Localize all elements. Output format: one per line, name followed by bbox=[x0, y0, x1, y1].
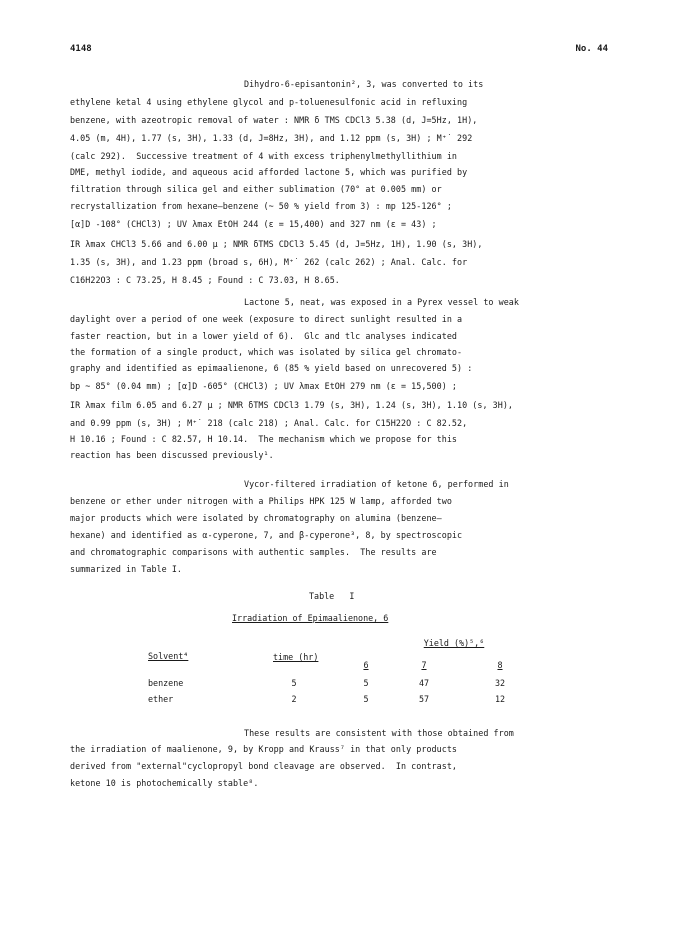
table-cell-yield-8: 12 bbox=[494, 694, 506, 704]
text-line: DME, methyl iodide, and aqueous acid afforded lactone 5, which was purified by bbox=[70, 167, 468, 177]
page-number: 4148 bbox=[70, 44, 92, 54]
text-line: daylight over a period of one week (exposure to direct sunlight resulted in a bbox=[70, 314, 463, 324]
text-line: and chromatographic comparisons with authentic samples. The results are bbox=[70, 547, 437, 557]
text-line: ketone 10 is photochemically stable⁸. bbox=[70, 778, 259, 788]
table-cell-yield-8: 32 bbox=[494, 678, 506, 688]
text-line: C16H22O3 : C 73.25, H 8.45 ; Found : C 73.03, H 8.65. bbox=[70, 275, 340, 285]
text-line: Dihydro-6-episantonin², 3, was converted to its bbox=[244, 79, 484, 89]
text-line: benzene or ether under nitrogen with a Philips HPK 125 W lamp, afforded two bbox=[70, 496, 452, 506]
text-line: 1.35 (s, 3H), and 1.23 ppm (broad s, 6H), M⁺˙ 262 (calc 262) ; Anal. Calc. for bbox=[70, 257, 468, 267]
text-line: the formation of a single product, which was isolated by silica gel chromato- bbox=[70, 347, 463, 357]
text-line: faster reaction, but in a lower yield of 6). Glc and tlc analyses indicated bbox=[70, 331, 458, 341]
text-line: benzene, with azeotropic removal of water : NMR δ TMS CDCl3 5.38 (d, J=5Hz, 1H), bbox=[70, 115, 478, 125]
text-line: major products which were isolated by chromatography on alumina (benzene— bbox=[70, 513, 442, 523]
table-cell-time: 5 bbox=[291, 678, 297, 688]
table-header-solvent: Solvent⁴ bbox=[148, 651, 189, 661]
text-line: and 0.99 ppm (s, 3H) ; M⁺˙ 218 (calc 218) ; Anal. Calc. for C15H22O : C 82.52, bbox=[70, 418, 468, 428]
text-line: derived from "external"cyclopropyl bond cleavage are observed. In contrast, bbox=[70, 761, 458, 771]
table-label: Table I bbox=[309, 591, 355, 601]
text-line: 4.05 (m, 4H), 1.77 (s, 3H), 1.33 (d, J=8Hz, 3H), and 1.12 ppm (s, 3H) ; M⁺˙ 292 bbox=[70, 133, 473, 143]
table-cell-yield-7: 57 bbox=[418, 694, 430, 704]
table-header-7: 7 bbox=[421, 660, 427, 670]
table-cell-time: 2 bbox=[291, 694, 297, 704]
table-yield-header: Yield (%)⁵,⁶ bbox=[423, 638, 485, 648]
text-line: IR λmax CHCl3 5.66 and 6.00 μ ; NMR δTMS CDCl3 5.45 (d, J=5Hz, 1H), 1.90 (s, 3H), bbox=[70, 239, 483, 249]
text-line: graphy and identified as epimaalienone, 6 (85 % yield based on unrecovered 5) : bbox=[70, 363, 473, 373]
text-line: bp ~ 85° (0.04 mm) ; [α]D -605° (CHCl3) ; UV λmax EtOH 279 nm (ε = 15,500) ; bbox=[70, 381, 458, 391]
text-line: [α]D -108° (CHCl3) ; UV λmax EtOH 244 (ε = 15,400) and 327 nm (ε = 43) ; bbox=[70, 219, 437, 229]
table-cell-yield-6: 5 bbox=[363, 678, 369, 688]
table-cell-yield-7: 47 bbox=[418, 678, 430, 688]
table-header-6: 6 bbox=[363, 660, 369, 670]
text-line: recrystallization from hexane—benzene (~ 50 % yield from 3) : mp 125-126° ; bbox=[70, 201, 452, 211]
text-line: filtration through silica gel and either sublimation (70° at 0.005 mm) or bbox=[70, 184, 442, 194]
text-line: IR λmax film 6.05 and 6.27 μ ; NMR δTMS CDCl3 1.79 (s, 3H), 1.24 (s, 3H), 1.10 (s, 3H), bbox=[70, 400, 514, 410]
text-line: H 10.16 ; Found : C 82.57, H 10.14. The mechanism which we propose for this bbox=[70, 434, 458, 444]
table-cell-solvent: ether bbox=[148, 694, 174, 704]
text-line: ethylene ketal 4 using ethylene glycol and p-toluenesulfonic acid in refluxing bbox=[70, 97, 468, 107]
text-line: the irradiation of maalienone, 9, by Kropp and Krauss⁷ in that only products bbox=[70, 744, 458, 754]
table-caption: Irradiation of Epimaalienone, 6 bbox=[232, 613, 389, 623]
table-cell-solvent: benzene bbox=[148, 678, 184, 688]
table-header-8: 8 bbox=[497, 660, 503, 670]
text-line: Lactone 5, neat, was exposed in a Pyrex vessel to weak bbox=[244, 297, 519, 307]
text-line: (calc 292). Successive treatment of 4 with excess triphenylmethyllithium in bbox=[70, 151, 458, 161]
text-line: These results are consistent with those obtained from bbox=[244, 728, 514, 738]
issue-number: No. 44 bbox=[575, 44, 608, 54]
text-line: Vycor-filtered irradiation of ketone 6, performed in bbox=[244, 479, 509, 489]
table-header-time: time (hr) bbox=[273, 652, 319, 662]
text-line: summarized in Table I. bbox=[70, 564, 183, 574]
text-line: reaction has been discussed previously¹. bbox=[70, 450, 274, 460]
table-cell-yield-6: 5 bbox=[363, 694, 369, 704]
text-line: hexane) and identified as α-cyperone, 7, and β-cyperone³, 8, by spectroscopic bbox=[70, 530, 463, 540]
